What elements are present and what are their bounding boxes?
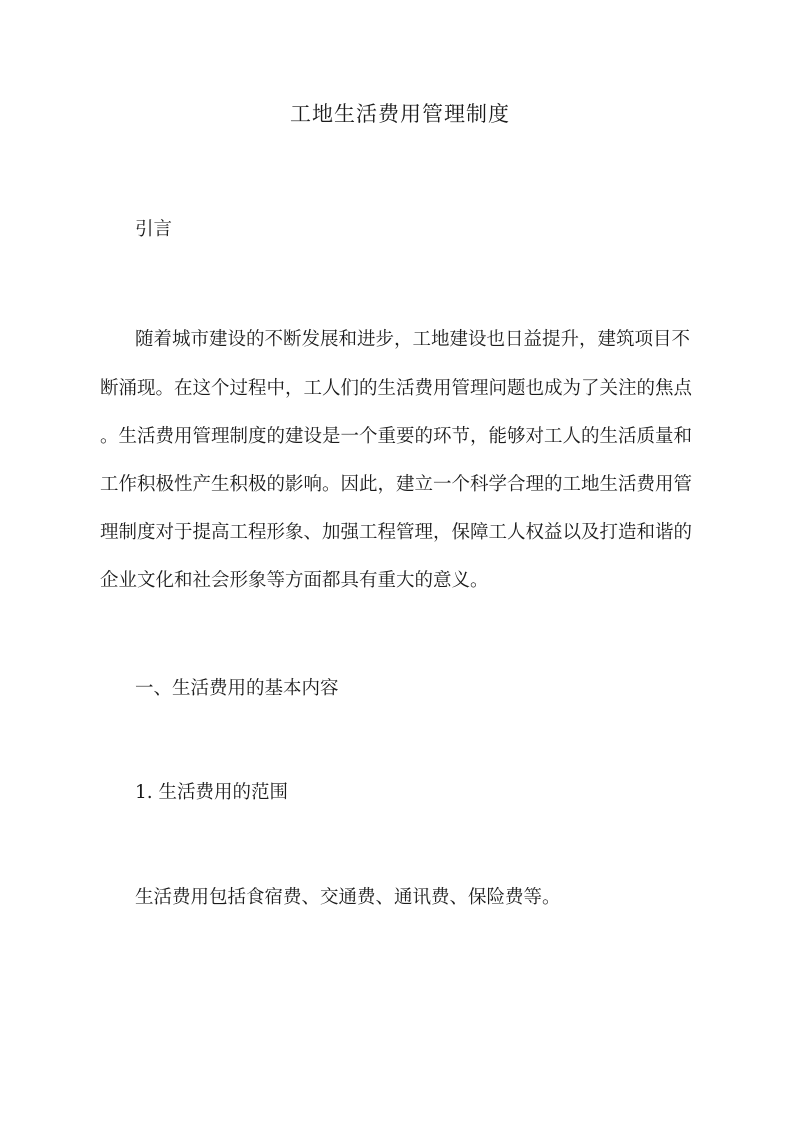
intro-line: 企业文化和社会形象等方面都具有重大的意义。 <box>100 570 489 591</box>
intro-line: 。生活费用管理制度的建设是一个重要的环节，能够对工人的生活质量和 <box>100 426 693 447</box>
subsection-text: 生活费用包括食宿费、交通费、通讯费、保险费等。 <box>135 887 561 908</box>
document-title: 工地生活费用管理制度 <box>290 102 510 126</box>
section-heading: 一、生活费用的基本内容 <box>135 678 339 699</box>
intro-line: 工作积极性产生积极的影响。因此，建立一个科学合理的工地生活费用管 <box>100 474 693 495</box>
intro-line: 随着城市建设的不断发展和进步，工地建设也日益提升，建筑项目不 <box>135 329 691 350</box>
intro-line: 理制度对于提高工程形象、加强工程管理，保障工人权益以及打造和谐的 <box>100 522 693 543</box>
intro-heading: 引言 <box>135 219 173 240</box>
intro-line: 断涌现。在这个过程中，工人们的生活费用管理问题也成为了关注的焦点 <box>100 378 693 399</box>
subsection-heading: 1. 生活费用的范围 <box>135 782 289 803</box>
